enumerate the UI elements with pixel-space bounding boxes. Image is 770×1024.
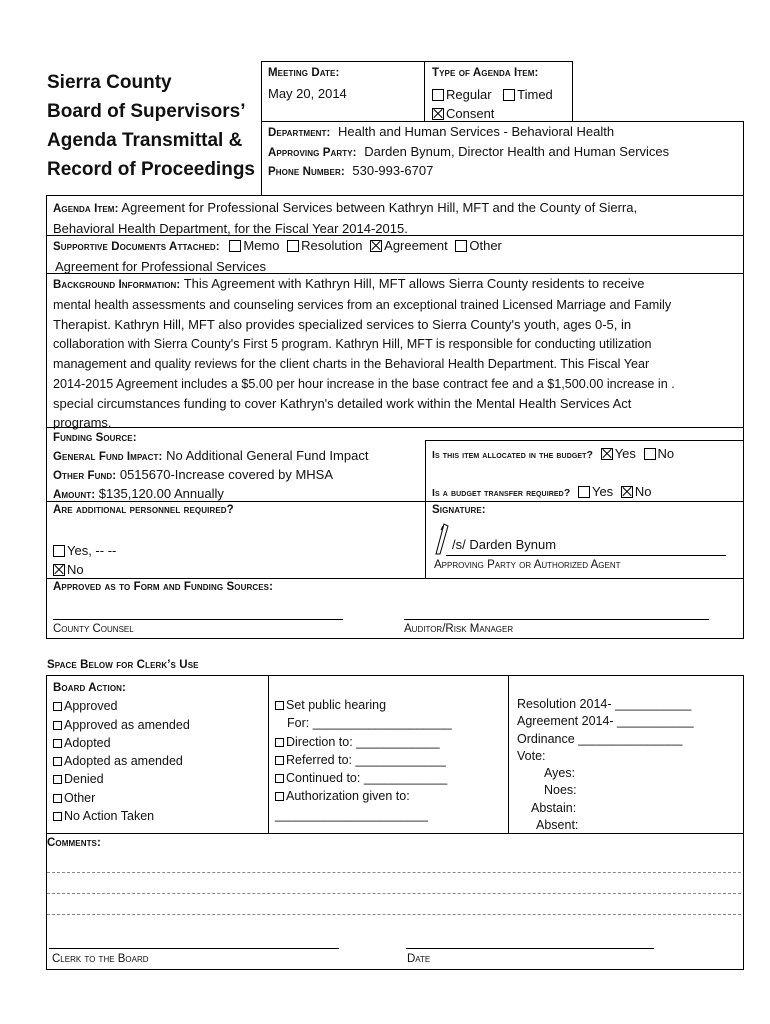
adopted-amended-checkbox[interactable] [53, 757, 62, 766]
funding-source-label: Funding Source: [53, 432, 137, 444]
noes-label: Noes: [544, 783, 577, 798]
hearing-list [275, 696, 452, 824]
auditor-line [404, 619, 709, 620]
agenda-item [53, 198, 738, 238]
supportive-note: Agreement for Professional Services [55, 259, 266, 274]
divider [425, 440, 426, 578]
personnel-question: Are additional personnel required? [53, 504, 234, 516]
referred-checkbox[interactable] [275, 756, 284, 765]
date-label: Date [407, 953, 431, 965]
agreement-label: Agreement [384, 238, 448, 253]
hearing-set: Set public hearing [286, 698, 387, 712]
divider [425, 440, 744, 441]
transfer-yes-label: Yes [591, 484, 614, 499]
board-action-list [53, 679, 190, 825]
county-counsel-label: County Counsel [53, 623, 134, 635]
other-checkbox[interactable] [455, 240, 467, 252]
clerk-signature-line [49, 948, 339, 949]
other-label: Other [469, 238, 502, 253]
consent-label: Consent [446, 106, 495, 121]
signature-value: /s/ Darden Bynum [452, 537, 557, 552]
personnel-yes-label: Yes, -- -- [67, 543, 117, 558]
divider [46, 578, 744, 579]
abstain-label: Abstain: [531, 800, 577, 815]
amount-label: Amount: [53, 489, 96, 501]
department-row [268, 124, 614, 139]
background-line-3: Therapist. Kathryn Hill, MFT also provides specialized services to Sierra County's youth, ages 0-5, in [53, 317, 632, 332]
other-fund-value: 0515670-Increase covered by MHSA [119, 467, 334, 482]
divider [268, 675, 269, 833]
phone-value: 530-993-6707 [352, 163, 434, 178]
budget-no-checkbox[interactable] [644, 448, 656, 460]
transfer-yes-checkbox[interactable] [578, 486, 590, 498]
funding-section [53, 429, 423, 504]
department-value: Health and Human Services - Behavioral Health [338, 124, 615, 139]
general-fund-value: No Additional General Fund Impact [166, 448, 369, 463]
action-denied: Denied [64, 772, 104, 787]
budget-yes-checkbox[interactable] [601, 448, 613, 460]
continued-checkbox[interactable] [275, 774, 284, 783]
approved-amended-checkbox[interactable] [53, 721, 62, 730]
resolution-field: Resolution 2014- ___________ [517, 697, 692, 711]
title-line-1: Sierra County [47, 72, 172, 93]
ayes-label: Ayes: [544, 766, 576, 781]
personnel-no-checkbox[interactable] [53, 564, 65, 576]
meeting-date-value: May 20, 2014 [268, 86, 347, 101]
background-label: Background Information: [53, 279, 181, 291]
hearing-referred: Referred to: _____________ [286, 752, 446, 767]
agenda-type-label: Type of Agenda Item: [432, 67, 539, 79]
background-info [53, 274, 743, 432]
timed-checkbox[interactable] [503, 89, 515, 101]
comment-line-3[interactable] [47, 914, 741, 915]
budget-allocated-row [432, 446, 674, 461]
auditor-label: Auditor/Risk Manager [404, 623, 514, 635]
title-line-2: Board of Supervisors’ [47, 101, 246, 122]
resolution-checkbox[interactable] [287, 240, 299, 252]
budget-allocated-question: Is this item allocated in the budget? [432, 449, 594, 461]
background-line-5: management and quality reviews for the client charts in the Behavioral Health Department. This Fiscal Year [53, 357, 650, 371]
signature-line [446, 555, 726, 556]
direction-checkbox[interactable] [275, 738, 284, 747]
pen-icon [432, 520, 450, 556]
agreement-checkbox[interactable] [370, 240, 382, 252]
other-action-checkbox[interactable] [53, 794, 62, 803]
no-action-checkbox[interactable] [53, 812, 62, 821]
general-fund-label: General Fund Impact: [53, 451, 163, 463]
agenda-type-options [432, 85, 553, 123]
phone-row [268, 163, 433, 178]
absent-label: Absent: [536, 818, 579, 833]
denied-checkbox[interactable] [53, 775, 62, 784]
county-counsel-line [53, 619, 343, 620]
action-other: Other [64, 790, 96, 805]
supportive-docs-label: Supportive Documents Attached: [53, 241, 220, 253]
approving-party-value: Darden Bynum, Director Health and Human Services [364, 144, 670, 159]
title-line-3: Agenda Transmittal & [47, 130, 243, 151]
action-no-action: No Action Taken [64, 809, 155, 824]
approved-checkbox[interactable] [53, 702, 62, 711]
hearing-continued: Continued to: ____________ [286, 771, 448, 786]
ordinance-field: Ordinance _______________ [517, 731, 683, 746]
board-action-label: Board Action: [53, 682, 126, 694]
hearing-for: For: ____________________ [287, 716, 452, 731]
signature-caption: Approving Party or Authorized Agent [434, 559, 621, 571]
public-hearing-checkbox[interactable] [275, 701, 284, 710]
clerk-label: Clerk to the Board [52, 953, 149, 965]
regular-checkbox[interactable] [432, 89, 444, 101]
supportive-docs [53, 236, 738, 276]
approved-label: Approved as to Form and Funding Sources: [53, 581, 274, 593]
other-fund-label: Other Fund: [53, 470, 117, 482]
background-line-6: 2014-2015 Agreement includes a $5.00 per hour increase in the base contract fee and a $1,500.00 increase in . [53, 377, 675, 391]
signature-label: Signature: [432, 504, 486, 516]
authorization-checkbox[interactable] [275, 792, 284, 801]
amount-value: $135,120.00 Annually [98, 486, 224, 501]
approving-party-row [268, 144, 669, 159]
form-title [47, 68, 257, 184]
hearing-authorization: Authorization given to: [286, 789, 410, 804]
meeting-date-label: Meeting Date: [268, 67, 340, 79]
action-approved: Approved [64, 699, 118, 714]
action-adopted: Adopted [64, 735, 111, 750]
budget-yes-label: Yes [614, 446, 636, 461]
budget-transfer-question: Is a budget transfer required? [432, 487, 571, 499]
vote-label: Vote: [517, 748, 546, 763]
department-label: Department: [268, 127, 331, 139]
personnel-yes-checkbox[interactable] [53, 545, 65, 557]
background-line-1: This Agreement with Kathryn Hill, MFT allows Sierra County residents to receive [183, 276, 645, 291]
background-line-8: programs. [53, 415, 112, 430]
memo-label: Memo [243, 238, 280, 253]
divider [508, 675, 509, 833]
transfer-no-checkbox[interactable] [621, 486, 633, 498]
agenda-item-line-2: Behavioral Health Department, for the Fiscal Year 2014-2015. [53, 221, 408, 236]
phone-label: Phone Number: [268, 166, 345, 178]
agenda-item-label: Agenda Item: [53, 203, 119, 215]
comment-line-2[interactable] [47, 893, 741, 894]
background-line-2: mental health assessments and counseling services from an exceptional trained Licensed Marriage and Family [53, 298, 672, 312]
personnel-options [53, 541, 116, 579]
title-line-4: Record of Proceedings [47, 159, 255, 180]
comment-line-1[interactable] [47, 872, 741, 873]
budget-transfer-row [432, 484, 651, 499]
approving-party-label: Approving Party: [268, 147, 357, 159]
hearing-direction: Direction to: ____________ [286, 734, 440, 749]
background-line-7: special circumstances funding to cover Kathryn's detailed work within the Mental Health Services Act [53, 396, 632, 411]
transfer-no-label: No [634, 484, 652, 499]
clerk-space-label: Space Below for Clerk’s Use [47, 659, 199, 671]
timed-label: Timed [517, 87, 553, 102]
resolution-list [517, 696, 694, 834]
adopted-checkbox[interactable] [53, 739, 62, 748]
action-adopted-amended: Adopted as amended [64, 754, 183, 769]
consent-checkbox[interactable] [432, 108, 444, 120]
agenda-item-line-1: Agreement for Professional Services between Kathryn Hill, MFT and the County of Sierra, [121, 200, 638, 215]
regular-label: Regular [446, 87, 492, 102]
agreement-field: Agreement 2014- ___________ [517, 714, 694, 729]
date-line [406, 948, 654, 949]
hearing-authorization-blank: ______________________ [275, 807, 428, 822]
memo-checkbox[interactable] [229, 240, 241, 252]
action-approved-amended: Approved as amended [64, 717, 190, 732]
background-line-4: collaboration with Sierra County's First 5 program. Kathryn Hill, MFT is responsible for conducting utilization [53, 337, 652, 351]
personnel-no-label: No [67, 562, 84, 577]
budget-no-label: No [657, 446, 675, 461]
resolution-label: Resolution [301, 238, 363, 253]
comments-label: Comments: [47, 837, 101, 849]
